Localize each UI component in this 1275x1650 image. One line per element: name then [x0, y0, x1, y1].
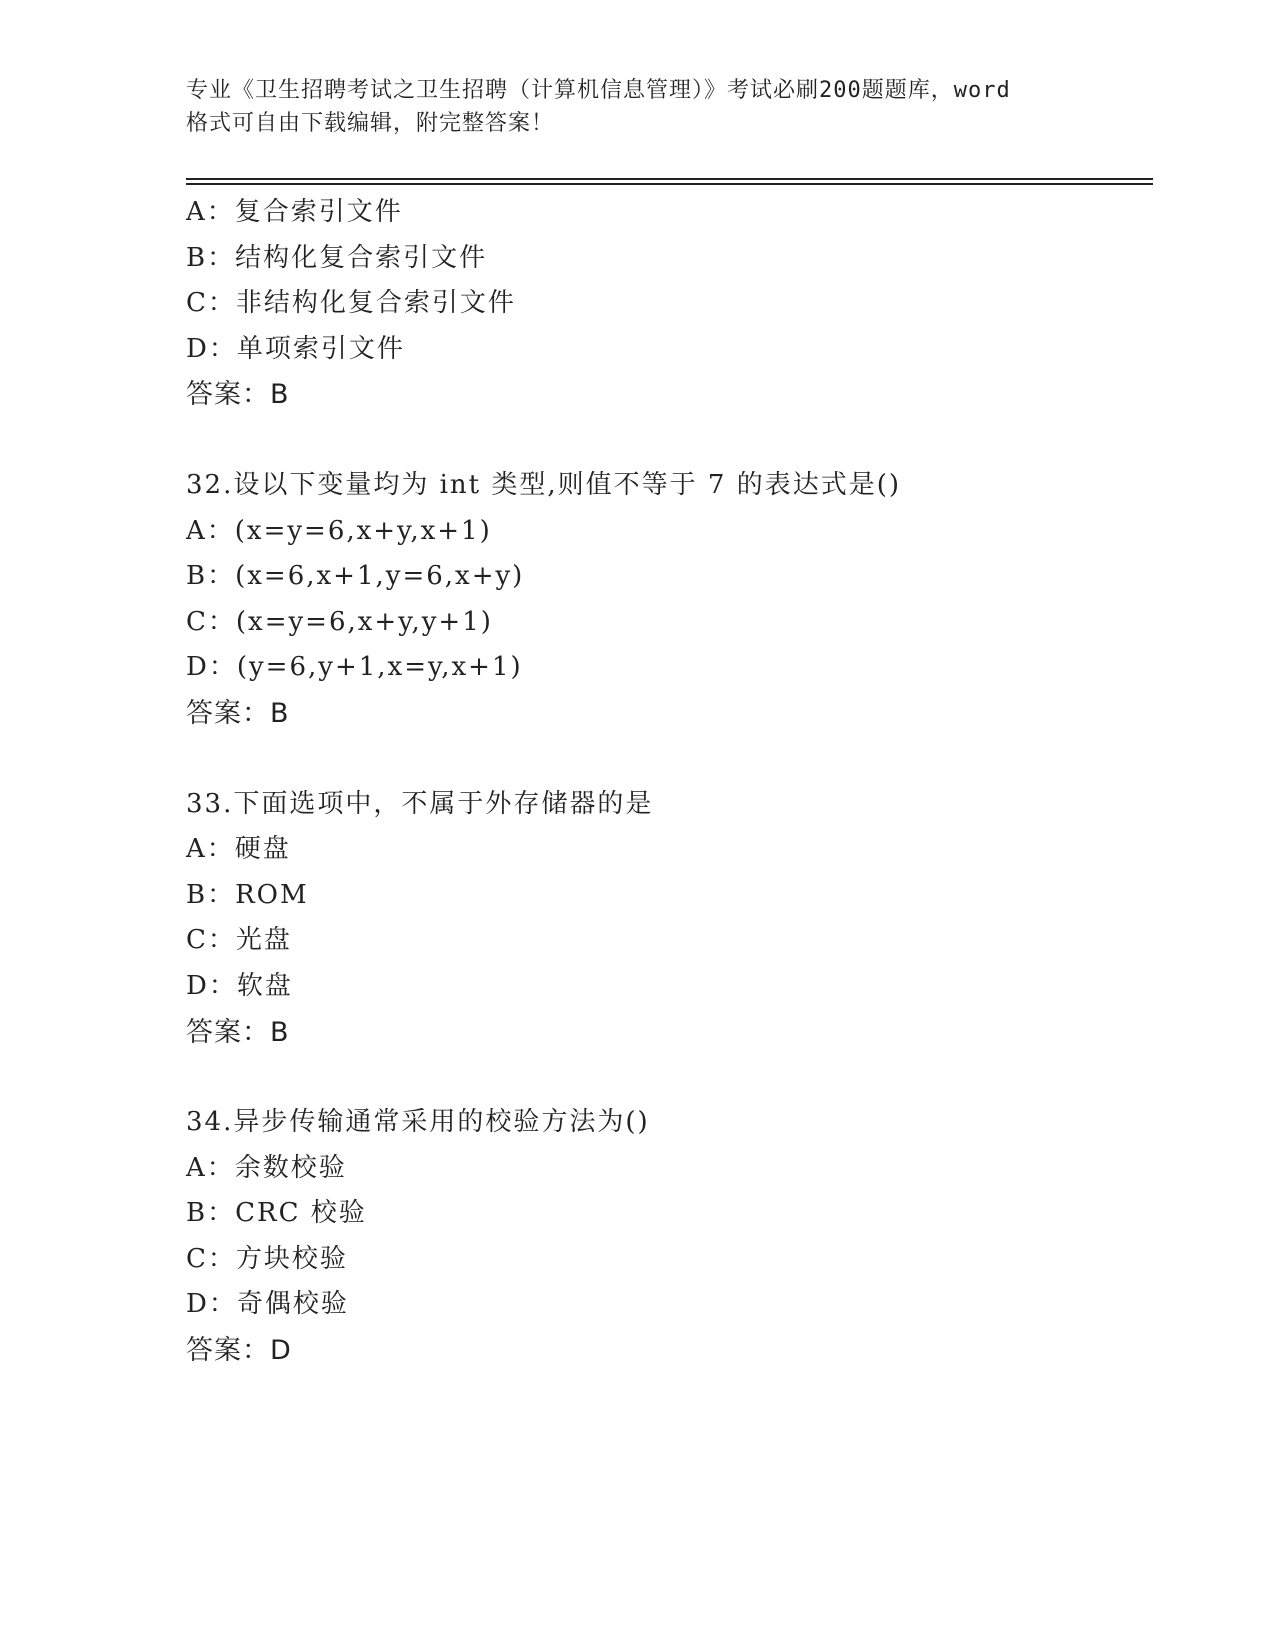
- option-a: A：复合索引文件: [186, 197, 403, 227]
- spacer: [186, 737, 1146, 782]
- option-b: B：CRC 校验: [186, 1198, 367, 1229]
- question-34-block: [186, 1100, 1146, 1374]
- question-32-block: [186, 463, 1146, 737]
- option-c: C：(x=y=6,x+y,y+1): [186, 606, 493, 637]
- answer-line: 答案：B: [186, 379, 290, 411]
- header-line-1: 专业《卫生招聘考试之卫生招聘（计算机信息管理）》考试必刷200题题库，word: [186, 78, 1011, 103]
- option-b: B：ROM: [186, 879, 309, 910]
- question-text: 33.下面选项中，不属于外存储器的是: [186, 788, 654, 819]
- option-d: D：(y=6,y+1,x=y,x+1): [186, 652, 523, 683]
- option-a: A：硬盘: [186, 834, 291, 865]
- document-header: [186, 74, 1086, 140]
- option-d: D：软盘: [186, 970, 293, 1001]
- option-d: D：奇偶校验: [186, 1289, 349, 1320]
- option-d: D：单项索引文件: [186, 333, 405, 364]
- option-a: A：余数校验: [186, 1152, 347, 1183]
- option-a: A：(x=y=6,x+y,x+1): [186, 515, 492, 546]
- question-31-block: [186, 190, 1146, 418]
- option-c: C：方块校验: [186, 1243, 348, 1274]
- answer-line: 答案：B: [186, 1016, 290, 1048]
- question-list: [186, 190, 1146, 1374]
- question-text: 32.设以下变量均为 int 类型,则值不等于 7 的表达式是(): [186, 469, 902, 500]
- answer-line: 答案：D: [186, 1335, 292, 1367]
- header-divider-bottom: [186, 183, 1153, 185]
- spacer: [186, 418, 1146, 463]
- question-text: 34.异步传输通常采用的校验方法为(): [186, 1107, 650, 1138]
- option-c: C：非结构化复合索引文件: [186, 288, 516, 319]
- option-b: B：(x=6,x+1,y=6,x+y): [186, 561, 525, 592]
- header-divider-top: [186, 178, 1153, 180]
- spacer: [186, 1055, 1146, 1100]
- option-c: C：光盘: [186, 925, 292, 956]
- option-b: B：结构化复合索引文件: [186, 242, 488, 273]
- answer-line: 答案：B: [186, 697, 290, 729]
- header-line-2: 格式可自由下载编辑，附完整答案！: [186, 111, 555, 136]
- question-33-block: [186, 782, 1146, 1056]
